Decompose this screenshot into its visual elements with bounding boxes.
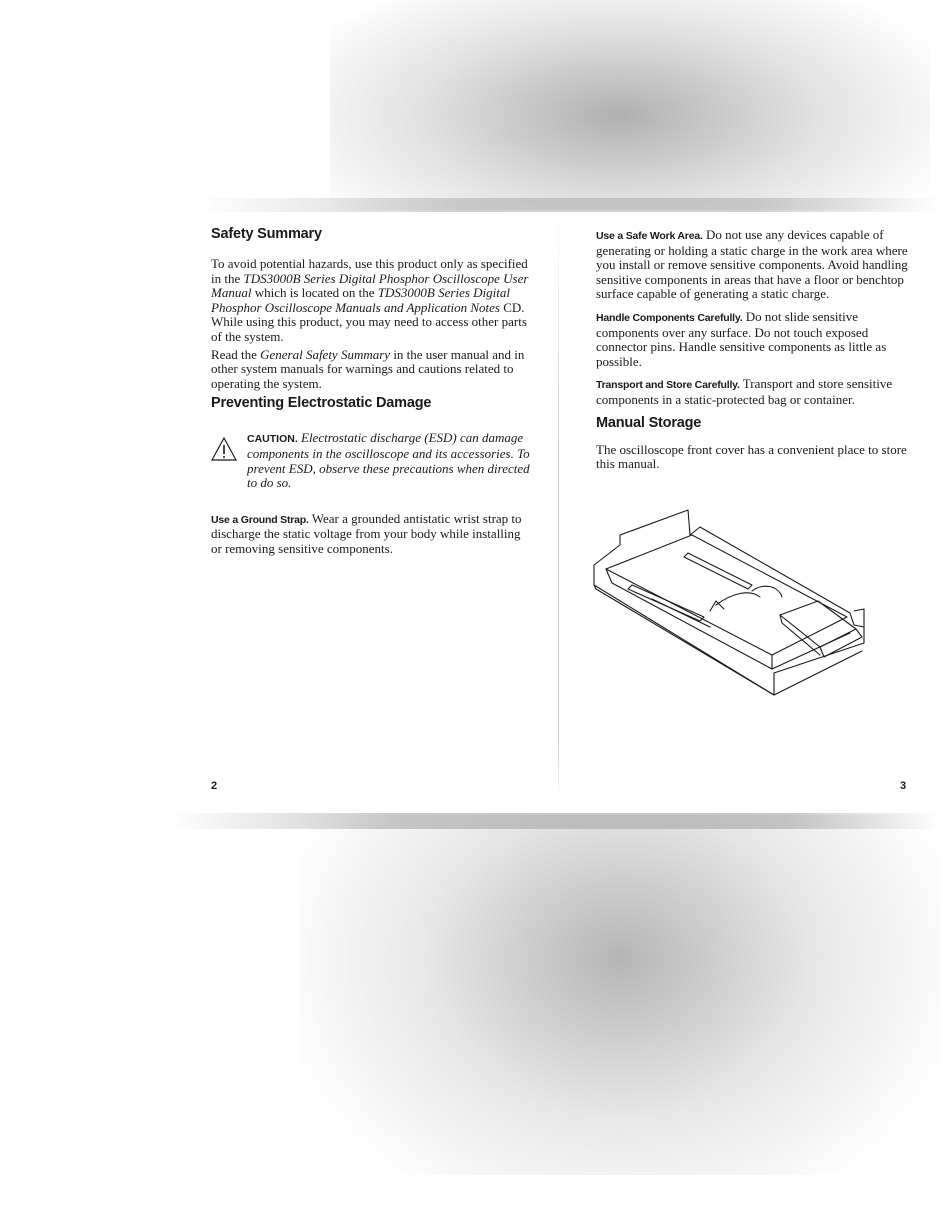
caution-text: CAUTION. Electrostatic discharge (ESD) can damage components in the oscilloscope and its accessories. To prevent ESD, observe these precautions when directed to do so. [247, 430, 530, 491]
left-page [211, 226, 533, 557]
caution-notice [211, 431, 533, 490]
transport-store-paragraph: Transport and Store Carefully. Transport and store sensitive components in a static-protected bag or container. [596, 376, 893, 407]
manual-storage-heading: Manual Storage [596, 414, 702, 431]
right-page [596, 228, 918, 472]
scan-shadow-top-edge [200, 198, 940, 212]
caution-triangle-icon [211, 437, 237, 461]
front-cover-manual-storage-illustration [592, 505, 882, 697]
general-safety-paragraph: Read the General Safety Summary in the user manual and in other system manuals for warnings and cautions related to operating the system. [211, 346, 525, 391]
safe-work-area-paragraph: Use a Safe Work Area. Do not use any devices capable of generating or holding a static charge in the work area where you install or remove sensitive components. Avoid handling sensitive components in areas that have a floor or benchtop surface capable of generating a static charge. [596, 227, 908, 302]
esd-heading: Preventing Electrostatic Damage [211, 395, 432, 412]
scan-shadow-top [330, 0, 930, 210]
ground-strap-paragraph: Use a Ground Strap. Wear a grounded antistatic wrist strap to discharge the static voltage from your body while installing or removing sensitive components. [211, 510, 522, 556]
right-page-number: 3 [900, 780, 907, 792]
handle-components-paragraph: Handle Components Carefully. Do not slide sensitive components over any surface. Do not touch exposed connector pins. Handle sensitive components as little as possible. [596, 308, 887, 369]
safety-summary-paragraph: To avoid potential hazards, use this product only as specified in the TDS3000B Series Digital Phosphor Oscilloscope User Manual which is located on the TDS3000B Series Digital Phosphor Oscilloscope Manuals and Application Notes CD. While using this product, you may need to access other parts of the system. [211, 256, 529, 344]
page-gutter [558, 210, 559, 800]
manual-storage-paragraph: The oscilloscope front cover has a convenient place to store this manual. [596, 441, 907, 472]
scan-shadow-bottom [300, 815, 940, 1175]
safety-summary-heading: Safety Summary [211, 226, 322, 242]
scan-shadow-bottom-edge [170, 813, 940, 829]
left-page-number: 2 [211, 780, 218, 792]
